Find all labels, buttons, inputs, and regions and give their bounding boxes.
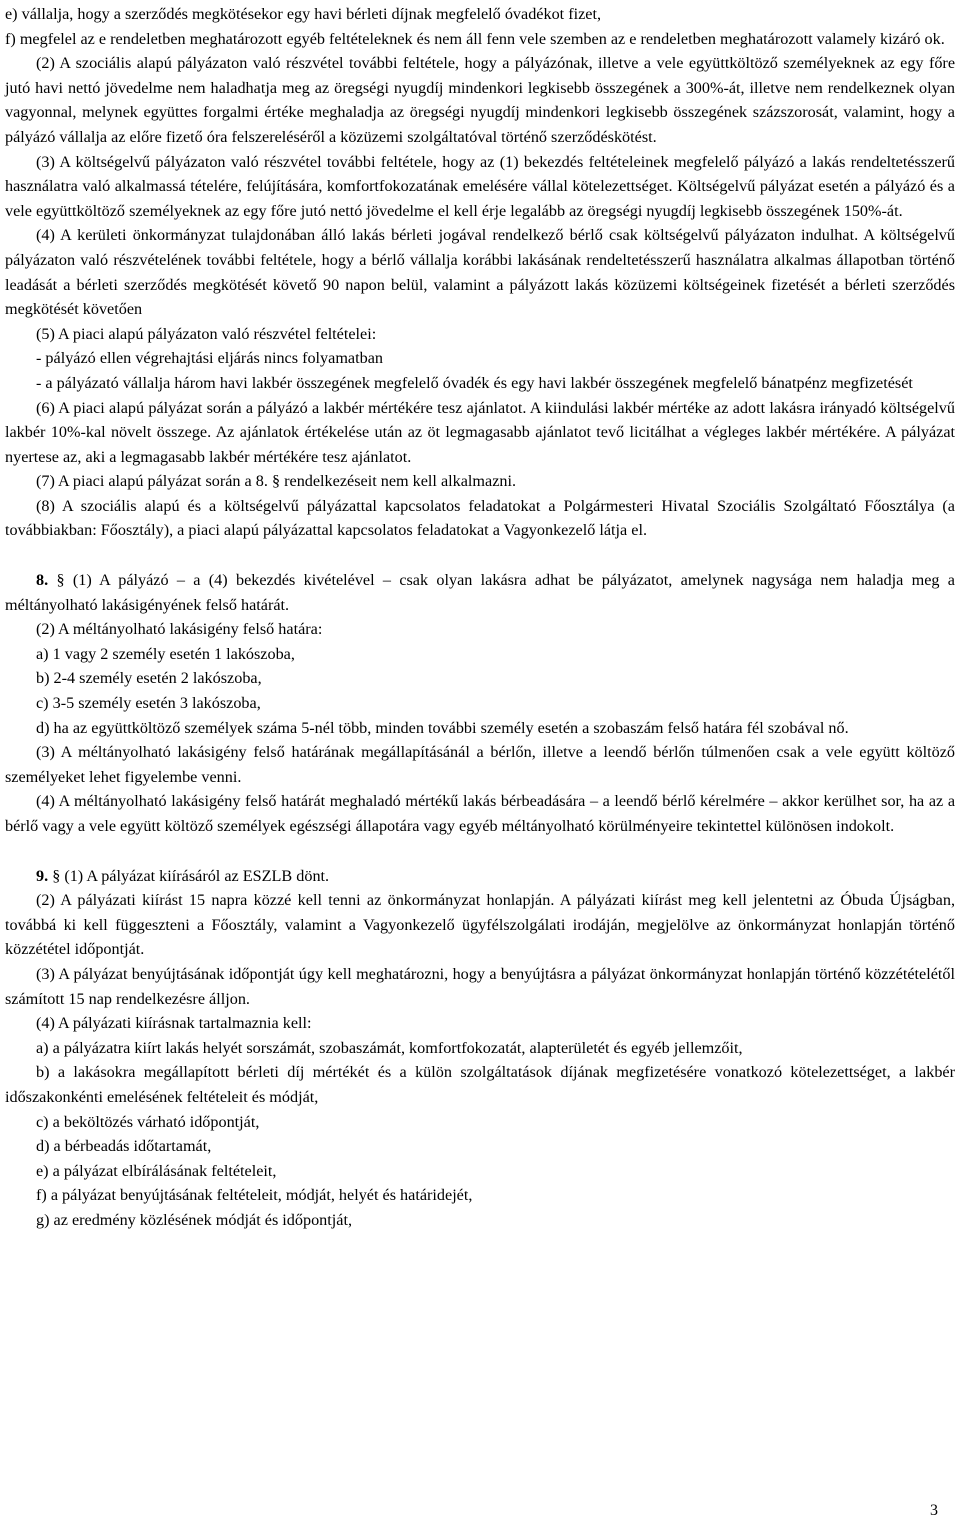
paragraph: c) 3-5 személy esetén 3 lakószoba, bbox=[36, 694, 261, 713]
paragraph: (7) A piaci alapú pályázat során a 8. § rendelkezéseit nem kell alkalmazni. bbox=[36, 472, 517, 491]
paragraph: (5) A piaci alapú pályázaton való részvétel feltételei: bbox=[36, 324, 377, 343]
page-number: 3 bbox=[930, 1502, 938, 1519]
paragraph: d) a bérbeadás időtartamát, bbox=[36, 1137, 212, 1156]
paragraph: (3) A pályázat benyújtásának időpontját úgy kell meghatározni, hogy a benyújtásra a pályázat önkormányzat honlapján történő közzétételétől számított 15 nap rendelkezésre álljon. bbox=[5, 964, 955, 1008]
paragraph: e) vállalja, hogy a szerződés megkötésekor egy havi bérleti díjnak megfelelő óvadékot fizet, bbox=[5, 5, 602, 23]
paragraph: (2) A szociális alapú pályázaton való részvétel további feltétele, hogy a pályázónak, illetve a vele együttköltöző személyeknek az egy főre jutó havi nettó jövedelme nem haladhatja meg az öregségi nyugdíj mindenkori legkisebb összegének a 300%-át, illetve nem rendelkeznek olyan vagyonnal, melynek együttes forgalmi értéke meghaladja az öregségi nyugdíj mindenkori legkisebb összegének százszorosát, valamint, hogy a pályázó vállalja az előre fizető óra felszereléséről a közüzemi szolgáltatóval történő szerződéskötést. bbox=[5, 54, 955, 146]
paragraph: (8) A szociális alapú és a költségelvű pályázattal kapcsolatos feladatokat a Polgármesteri Hivatal Szociális Szolgáltató Főosztálya (a továbbiakban: Főosztály), a piaci alapú pályázattal kapcsolatos feladatokat a Vagyonkezelő látja el. bbox=[5, 496, 955, 540]
paragraph: g) az eredmény közlésének módját és időpontját, bbox=[36, 1210, 352, 1229]
section-number: 9. bbox=[36, 866, 49, 885]
section-number: 8. bbox=[36, 571, 49, 590]
section-paragraph bbox=[5, 568, 955, 617]
paragraph: a) 1 vagy 2 személy esetén 1 lakószoba, bbox=[36, 644, 295, 663]
paragraph: (3) A méltányolható lakásigény felső határának megállapításánál a bérlőn, illetve a leendő bérlőn túlmenően csak a vele együtt költöző személyeket lehet figyelembe venni. bbox=[5, 743, 955, 786]
section-text: § (1) A pályázó – a (4) bekezdés kivételével – csak olyan lakásra adhat be pályázatot, amelynek nagysága nem haladja meg a méltányolható lakásigényének felső határát. bbox=[5, 571, 955, 614]
paragraph-gap bbox=[5, 839, 955, 864]
paragraph: (3) A költségelvű pályázaton való részvétel további feltétele, hogy az (1) bekezdés feltételeinek megfelelő pályázó a lakás rendeltetésszerű használatra való alkalmassá tételére, felújítására, komfortfokozatának emelésére vállal kötelezettséget. Költségelvű pályázat esetén a pályázó és a vele együttköltöző személyeknek az egy főre jutó nettó jövedelme el kell érje legalább az öregségi nyugdíj legkisebb összegének 150%-át. bbox=[5, 152, 955, 220]
document-body bbox=[5, 2, 955, 1233]
paragraph: - pályázó ellen végrehajtási eljárás nincs folyamatban bbox=[36, 349, 383, 368]
section-text: § (1) A pályázat kiírásáról az ESZLB dönt. bbox=[48, 866, 330, 885]
paragraph: b) 2-4 személy esetén 2 lakószoba, bbox=[36, 669, 262, 688]
paragraph: d) ha az együttköltöző személyek száma 5-nél több, minden további személy esetén a szobaszám felső határa fél szobával nő. bbox=[36, 718, 849, 737]
paragraph: - a pályázató vállalja három havi lakbér összegének megfelelő óvadék és egy havi lakbér összegének megfelelő bánatpénz megfizetését bbox=[36, 373, 913, 392]
paragraph: (2) A pályázati kiírást 15 napra közzé kell tenni az önkormányzat honlapján. A pályázati kiírást meg kell jelentetni az Óbuda Újságban, továbbá ki kell függeszteni a Főosztály, valamint a Vagyonkezelő ügyfélszolgálati irodáján, megjelölve az önkormányzat honlapján történő közzététel időpontját. bbox=[5, 891, 955, 959]
paragraph: f) a pályázat benyújtásának feltételeit, módját, helyét és határidejét, bbox=[36, 1186, 473, 1205]
paragraph: f) megfelel az e rendeletben meghatározott egyéb feltételeknek és nem áll fenn vele szemben az e rendeletben meghatározott valamely kizáró ok. bbox=[5, 29, 945, 48]
section-paragraph bbox=[5, 864, 955, 889]
paragraph: (4) A pályázati kiírásnak tartalmaznia kell: bbox=[36, 1014, 312, 1033]
paragraph-gap bbox=[5, 543, 955, 568]
paragraph: (2) A méltányolható lakásigény felső határa: bbox=[36, 620, 323, 639]
paragraph: a) a pályázatra kiírt lakás helyét sorszámát, szobaszámát, komfortfokozatát, alapterületét és egyéb jellemzőit, bbox=[36, 1038, 743, 1057]
paragraph: (4) A méltányolható lakásigény felső határát meghaladó mértékű lakás bérbeadására – a leendő bérlő kérelmére – akkor kerülhet sor, ha az a bérlő vagy a vele együtt költöző személyek egészségi állapotára vagy egyéb méltányolható körülményeire tekintettel különösen indokolt. bbox=[5, 792, 955, 835]
paragraph: (4) A kerületi önkormányzat tulajdonában álló lakás bérleti jogával rendelkező bérlő csak költségelvű pályázaton indulhat. A költségelvű pályázaton való részvételének további feltétele, hogy a bérlő vállalja korábbi lakásának rendeltetésszerű használatra alkalmas állapotban történő leadását a bérleti szerződés megkötését követő 90 napon belül, valamint a pályázott lakás közüzemi költségeinek fizetését a bérleti szerződés megkötését követően bbox=[5, 226, 955, 319]
paragraph: e) a pályázat elbírálásának feltételeit, bbox=[36, 1161, 277, 1180]
paragraph: b) a lakásokra megállapított bérleti díj mértékét és a külön szolgáltatások díjának megfizetésére vonatkozó kötelezettséget, a lakbér időszakonkénti emelésének feltételeit és módját, bbox=[5, 1063, 955, 1106]
paragraph: (6) A piaci alapú pályázat során a pályázó a lakbér mértékére tesz ajánlatot. A kiindulási lakbér mértéke az adott lakásra irányadó költségelvű lakbér 10%-kal növelt összege. Az ajánlatok értékelése után az öt legmagasabb ajánlatot tevő licitálhat a végleges lakbér mértékére. A pályázat nyertese az, aki a legmagasabb lakbér mértékére tesz ajánlatot. bbox=[5, 398, 955, 466]
paragraph: c) a beköltözés várható időpontját, bbox=[36, 1112, 260, 1131]
